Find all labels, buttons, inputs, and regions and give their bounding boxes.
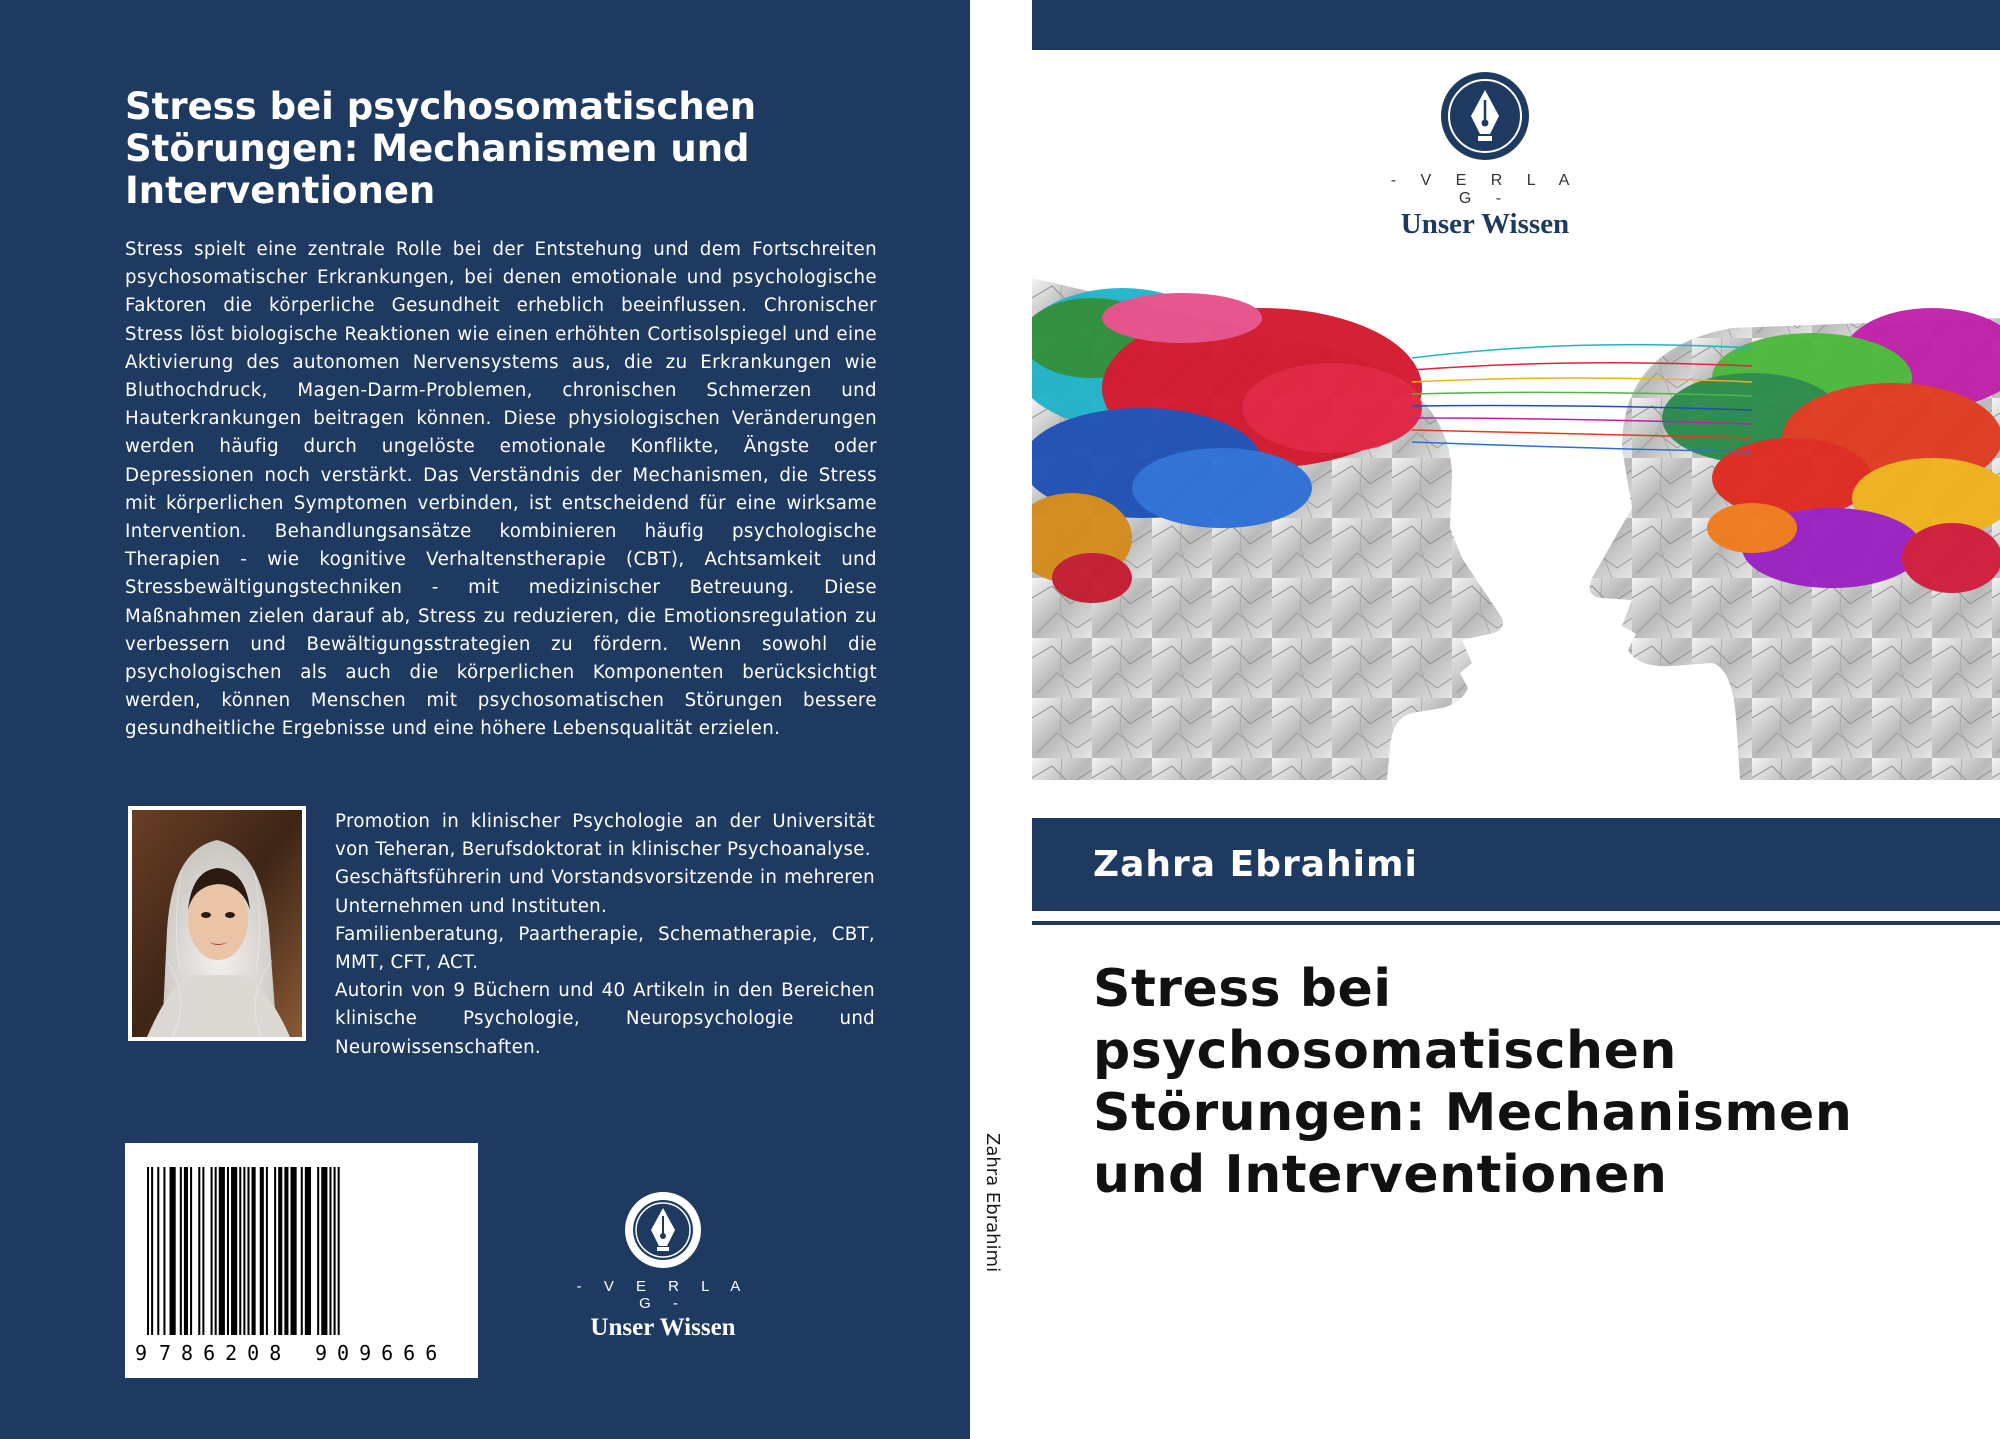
barcode-bar [321,1167,327,1335]
bio-line-1: Promotion in klinischer Psychologie an der Universität von Teheran, Berufsdoktorat in klinischer Psychoanalyse. [335,811,875,861]
back-cover [0,0,970,1439]
front-cover-title: Stress bei psychosomatischen Störungen: Mechanismen und Interventionen [1093,959,1853,1205]
bio-line-2: Geschäftsführerin und Vorstandsvorsitzende in mehreren Unternehmen und Instituten. [335,867,875,917]
barcode-bar [260,1167,264,1335]
front-author-name: Zahra Ebrahimi [1093,844,1418,885]
barcode-bar [180,1167,182,1335]
barcode-bar [202,1167,204,1335]
barcode-bar [284,1167,288,1335]
barcode-bar [190,1167,192,1335]
isbn-digit-first: 9 [135,1341,148,1365]
barcode-bar [211,1167,213,1335]
publisher-logo-front [1385,70,1585,240]
barcode-bar [227,1167,229,1335]
author-photo [128,806,306,1041]
back-cover-blurb: Stress spielt eine zentrale Rolle bei der Entstehung und dem Fortschreiten psychosomatischer Erkrankungen, bei denen emotionale und psychologische Faktoren die körperliche Gesundheit erheblich beeinflussen. Chronischer Stress löst biologische Reaktionen wie einen erhöhten Cortisolspiegel und eine Aktivierung des autonomen Nervensystems aus, die zu Erkrankungen wie Bluthochdruck, Magen-Darm-Problemen, chronischen Schmerzen und Hauterkrankungen beitragen können. Diese physiologischen Veränderungen werden häufig durch ungelöste emotionale Konflikte, Ängste oder Depressionen noch verstärkt. Das Verständnis der Mechanismen, die Stress mit körperlichen Symptomen verbinden, ist entscheidend für eine wirksame Intervention. Behandlungsansätze kombinieren häufig psychologische Therapien - wie kognitive Verhaltenstherapie (CBT), Achtsamkeit und Stressbewältigungstechniken - mit medizinischer Betreuung. Diese Maßnahmen zielen darauf ab, Stress zu reduzieren, die Emotionsregulation zu verbessern und Bewältigungsstrategien zu fördern. Wenn sowohl die psychologischen als auch die körperlichen Komponenten berücksichtigt werden, können Menschen mit psychosomatischen Störungen bessere gesundheitliche Ergebnisse und eine höhere Lebensqualität erzielen. [125,239,877,740]
barcode-bar [252,1167,256,1335]
barcode-bar [184,1167,188,1335]
back-cover-title: Stress bei psychosomatischen Störungen: Mechanismen und Interventionen [125,85,757,212]
barcode-bar [239,1167,241,1335]
barcode-bar [317,1167,319,1335]
author-portrait-image [132,810,302,1037]
verlag-label-back: - V E R L A G - [576,1278,750,1312]
barcode-bar [243,1167,245,1335]
two-heads-with-colorful-yarn-image [1032,278,2000,780]
barcode-bar [170,1167,176,1335]
bio-line-3: Familienberatung, Paartherapie, Schematherapie, CBT, MMT, CFT, ACT. [335,923,875,974]
isbn-digit-group-2: 909666 [315,1341,448,1365]
isbn-barcode [125,1143,478,1378]
front-top-bar [1032,0,2000,50]
barcode-bar [147,1167,149,1335]
barcode-graphic [125,1143,478,1378]
barcode-bar [278,1167,282,1335]
barcode-bar [151,1167,153,1335]
bio-line-4: Autorin von 9 Büchern und 40 Artikeln in den Bereichen klinische Psychologie, Neuropsychologie und Neurowissenschaften. [335,980,875,1058]
cover-illustration [1032,278,2000,780]
front-divider [1032,921,2000,925]
barcode-bar [266,1167,268,1335]
publisher-name-front: Unser Wissen [1400,208,1570,240]
barcode-bar [305,1167,311,1335]
barcode-bar [291,1167,297,1335]
fountain-pen-nib-icon [623,1190,703,1270]
barcode-bar [163,1167,165,1335]
barcode-bar [329,1167,331,1335]
barcode-bar [274,1167,276,1335]
barcode-bar [219,1167,225,1335]
barcode-bar [198,1167,200,1335]
verlag-label-front: - V E R L A G - [1390,172,1580,207]
front-author-band [1032,818,2000,911]
isbn-digit-group-1: 786208 [159,1341,292,1365]
barcode-bar [338,1167,340,1335]
spine-author: Zahra Ebrahimi [982,1133,1003,1273]
author-bio [335,808,875,1062]
front-cover [1032,0,2000,1439]
barcode-bar [247,1167,249,1335]
barcode-bar [215,1167,217,1335]
barcode-bar [231,1167,237,1335]
barcode-bar [334,1167,336,1335]
fountain-pen-nib-icon [1439,70,1531,162]
publisher-logo-back [575,1190,751,1341]
publisher-name-back: Unser Wissen [590,1314,736,1341]
barcode-bar [301,1167,303,1335]
barcode-bar [157,1167,159,1335]
